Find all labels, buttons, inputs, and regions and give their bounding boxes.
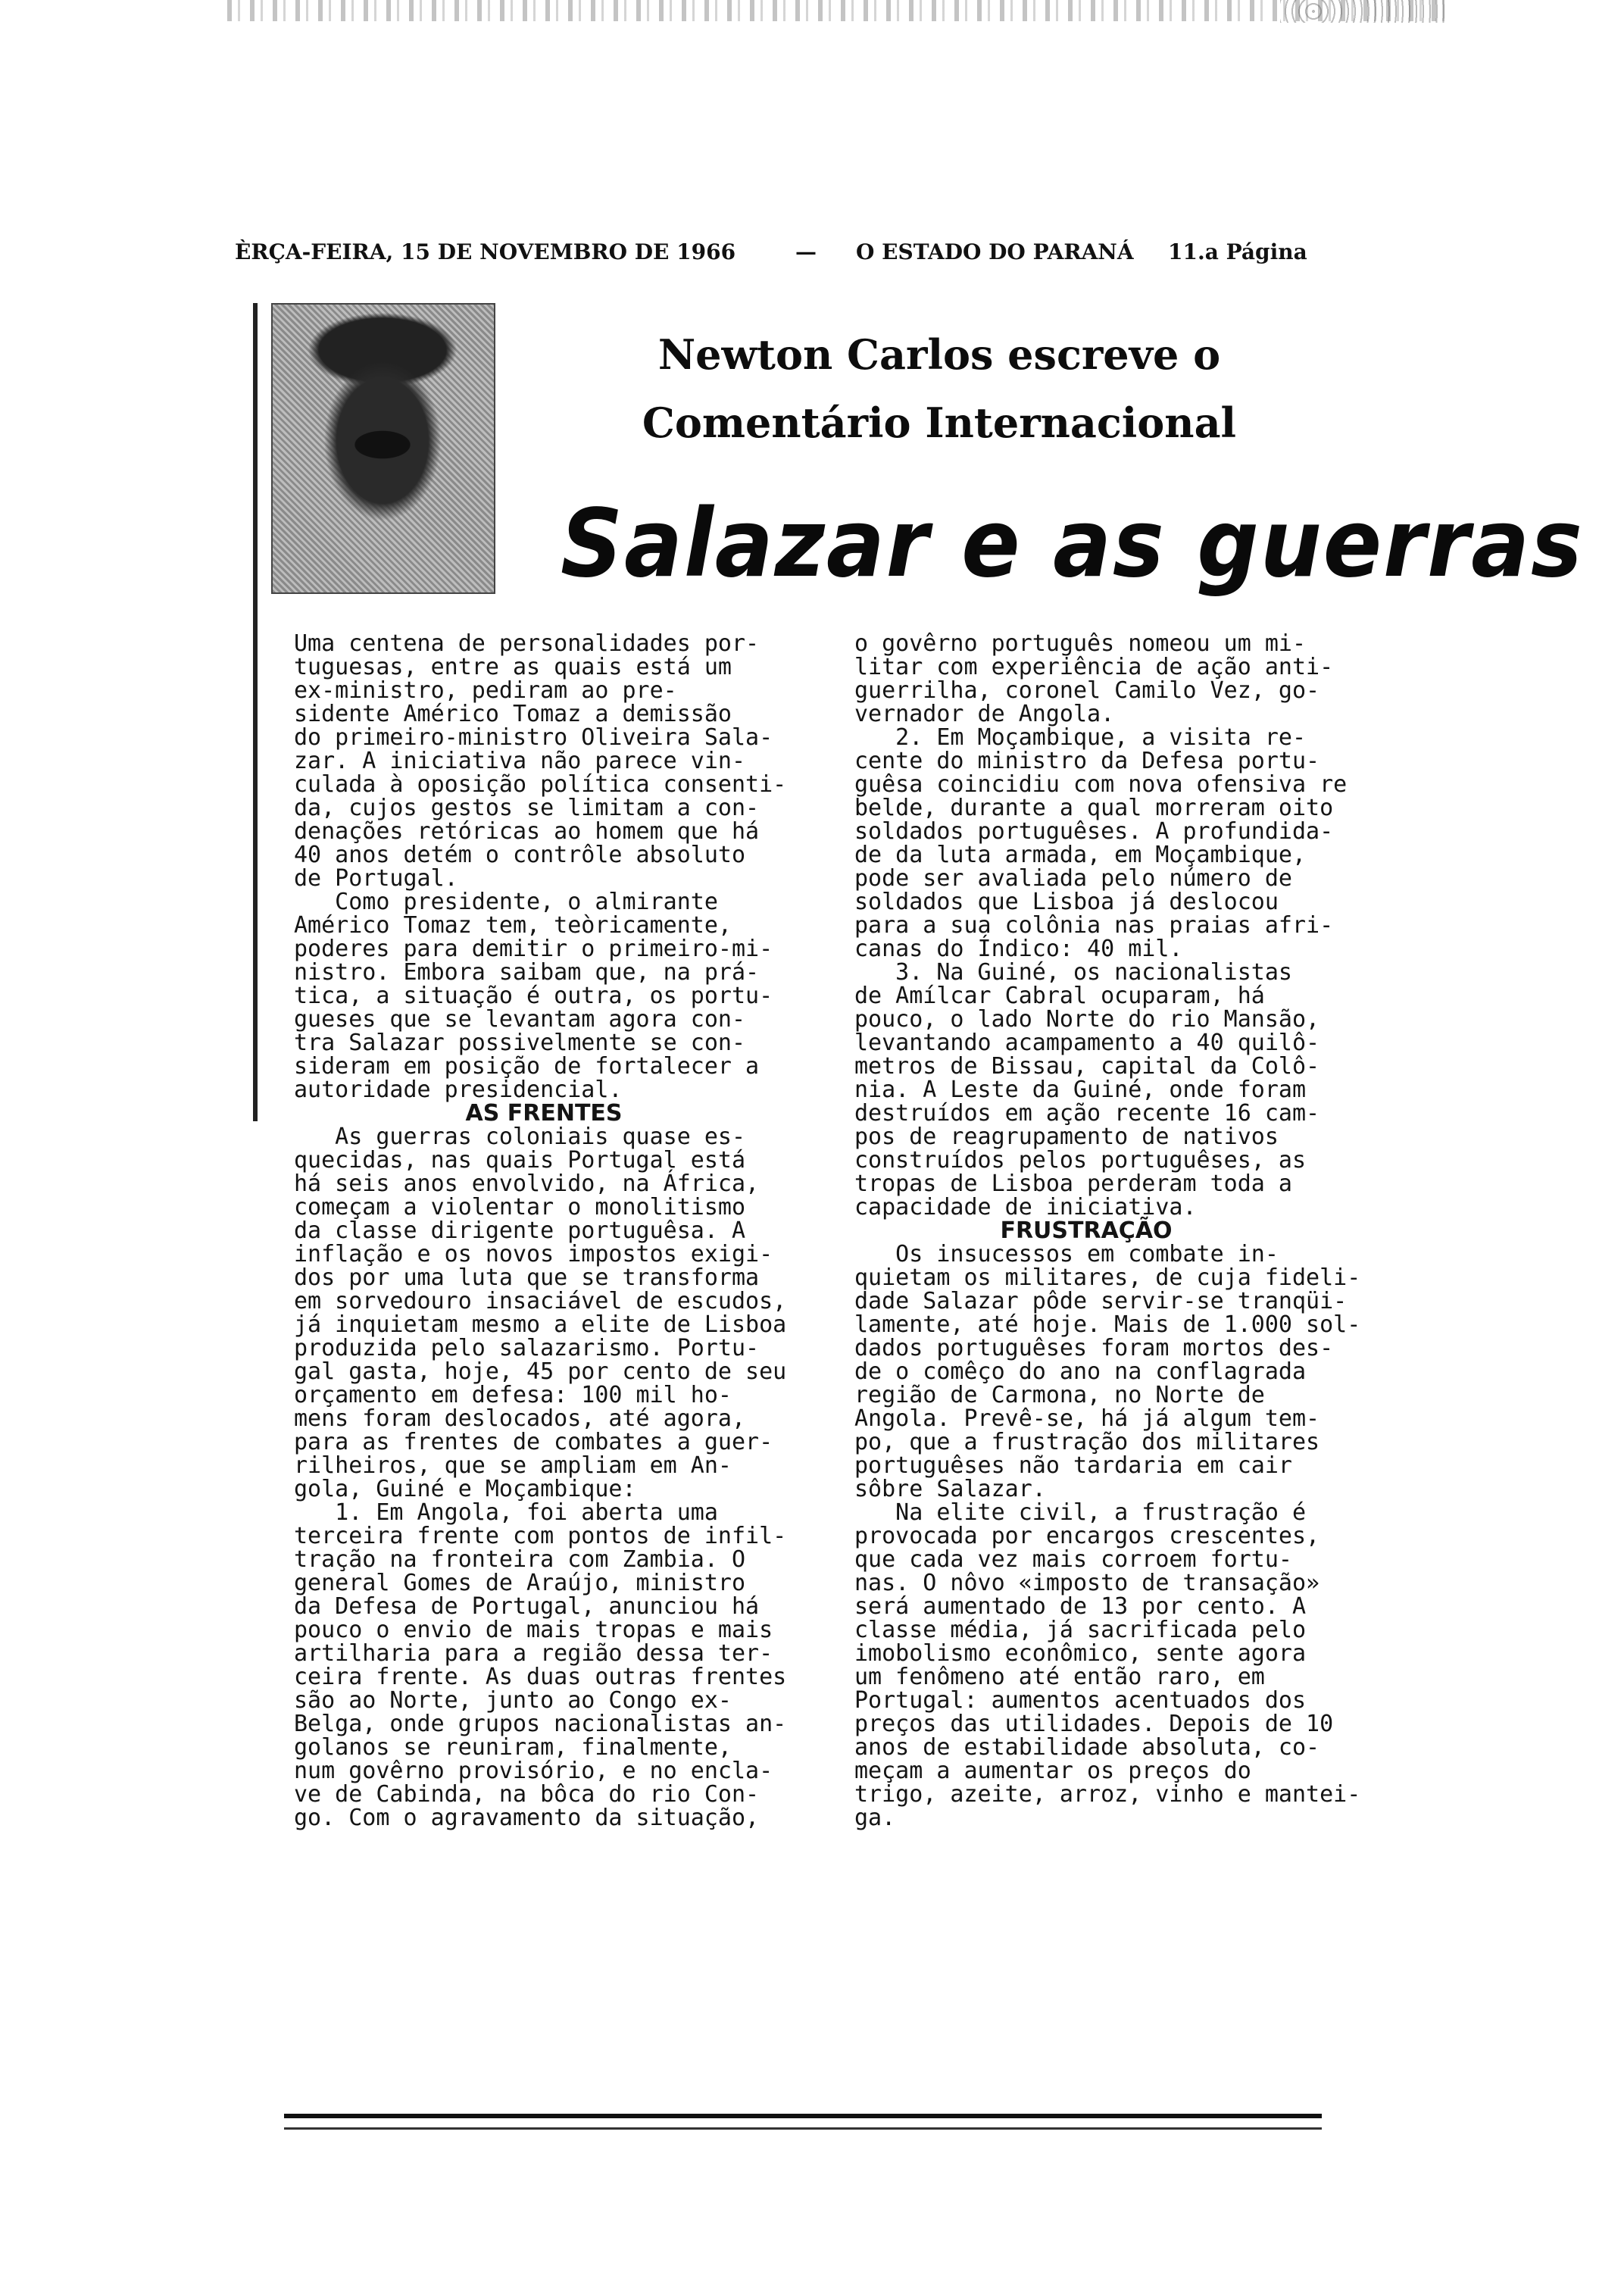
- column-header-line1: Newton Carlos escreve o: [657, 330, 1221, 379]
- masthead-date: ÈRÇA-FEIRA, 15 DE NOVEMBRO DE 1966: [235, 239, 736, 264]
- text-line: pos de reagrupamento de nativos: [854, 1124, 1279, 1150]
- text-line: Na elite civil, a frustração é: [854, 1499, 1307, 1526]
- text-line: produzida pelo salazarismo. Portu-: [294, 1335, 760, 1361]
- text-line: Como presidente, o almirante: [294, 889, 718, 915]
- text-line: há seis anos envolvido, na África,: [294, 1171, 760, 1197]
- text-line: de o comêço do ano na conflagrada: [854, 1358, 1307, 1385]
- text-line: tica, a situação é outra, os portu-: [294, 983, 773, 1009]
- text-line: culada à oposição política consenti-: [294, 771, 787, 798]
- text-line: um fenômeno até então raro, em: [854, 1664, 1265, 1690]
- text-line: nas. O nôvo «imposto de transação»: [854, 1570, 1320, 1596]
- text-line: 1. Em Angola, foi aberta uma: [294, 1499, 718, 1526]
- text-line: terceira frente com pontos de infil-: [294, 1523, 787, 1549]
- text-line: Portugal: aumentos acentuados dos: [854, 1687, 1307, 1714]
- masthead: [235, 239, 1326, 270]
- text-line: do primeiro-ministro Oliveira Sala-: [294, 724, 773, 751]
- text-line: poderes para demitir o primeiro-mi-: [294, 936, 773, 962]
- text-line: da classe dirigente portuguêsa. A: [294, 1217, 746, 1244]
- text-line: que cada vez mais corroem fortu-: [854, 1546, 1292, 1573]
- text-line: tra Salazar possivelmente se con-: [294, 1030, 746, 1056]
- scan-specks: [1280, 0, 1447, 23]
- right-text-column: [854, 630, 1361, 1831]
- text-line: da Defesa de Portugal, anunciou há: [294, 1593, 760, 1620]
- text-line: pode ser avaliada pelo número de: [854, 865, 1292, 892]
- text-line: será aumentado de 13 por cento. A: [854, 1593, 1307, 1620]
- text-line: nia. A Leste da Guiné, onde foram: [854, 1077, 1307, 1103]
- text-line: capacidade de iniciativa.: [854, 1194, 1197, 1221]
- text-line: tropas de Lisboa perderam toda a: [854, 1171, 1292, 1197]
- text-line: começam a violentar o monolitismo: [294, 1194, 746, 1221]
- text-line: região de Carmona, no Norte de: [854, 1382, 1265, 1408]
- text-line: da, cujos gestos se limitam a con-: [294, 795, 760, 821]
- text-line: general Gomes de Araújo, ministro: [294, 1570, 746, 1596]
- text-line: destruídos em ação recente 16 cam-: [854, 1100, 1320, 1127]
- text-line: trigo, azeite, arroz, vinho e mantei-: [854, 1781, 1361, 1808]
- text-line: tração na fronteira com Zambia. O: [294, 1546, 746, 1573]
- text-line: 2. Em Moçambique, a visita re-: [854, 724, 1307, 751]
- text-line: anos de estabilidade absoluta, co-: [854, 1734, 1320, 1761]
- text-line: rilheiros, que se ampliam em An-: [294, 1452, 732, 1479]
- text-line: golanos se reuniram, finalmente,: [294, 1734, 732, 1761]
- text-line: ex-ministro, pediram ao pre-: [294, 677, 677, 704]
- text-line: pouco o envio de mais tropas e mais: [294, 1617, 773, 1643]
- column-header-line2: Comentário Internacional: [642, 399, 1237, 447]
- text-line: lamente, até hoje. Mais de 1.000 sol-: [854, 1311, 1361, 1338]
- text-line: em sorvedouro insaciável de escudos,: [294, 1288, 787, 1314]
- text-line: para as frentes de combates a guer-: [294, 1429, 773, 1455]
- text-line: dos por uma luta que se transforma: [294, 1264, 760, 1291]
- text-line: já inquietam mesmo a elite de Lisboa: [294, 1311, 787, 1338]
- text-line: Os insucessos em combate in-: [854, 1241, 1279, 1267]
- text-line: zar. A iniciativa não parece vin-: [294, 748, 746, 774]
- text-line: go. Com o agravamento da situação,: [294, 1805, 760, 1831]
- text-line: classe média, já sacrificada pelo: [854, 1617, 1307, 1643]
- text-line: num govêrno provisório, e no encla-: [294, 1758, 773, 1784]
- text-line: Américo Tomaz tem, teòricamente,: [294, 912, 732, 939]
- text-line: preços das utilidades. Depois de 10: [854, 1711, 1334, 1737]
- text-line: ceira frente. As duas outras frentes: [294, 1664, 787, 1690]
- text-line: quietam os militares, de cuja fideli-: [854, 1264, 1361, 1291]
- text-line: orçamento em defesa: 100 mil ho-: [294, 1382, 732, 1408]
- text-line: As guerras coloniais quase es-: [294, 1124, 746, 1150]
- text-line: são ao Norte, junto ao Congo ex-: [294, 1687, 732, 1714]
- text-line: artilharia para a região dessa ter-: [294, 1640, 773, 1667]
- text-line: de Amílcar Cabral ocuparam, há: [854, 983, 1265, 1009]
- text-line: vernador de Angola.: [854, 701, 1115, 727]
- section-heading: FRUSTRAÇÃO: [1000, 1217, 1173, 1244]
- text-line: quecidas, nas quais Portugal está: [294, 1147, 746, 1174]
- text-line: guêsa coincidiu com nova ofensiva re: [854, 771, 1348, 798]
- scan-noise-top: [227, 0, 1454, 21]
- text-line: cente do ministro da Defesa portu-: [854, 748, 1320, 774]
- text-line: Belga, onde grupos nacionalistas an-: [294, 1711, 787, 1737]
- text-line: soldados portuguêses. A profundida-: [854, 818, 1334, 845]
- text-line: gueses que se levantam agora con-: [294, 1006, 746, 1033]
- text-line: soldados que Lisboa já deslocou: [854, 889, 1279, 915]
- text-line: inflação e os novos impostos exigi-: [294, 1241, 773, 1267]
- bottom-rule: [284, 2114, 1322, 2118]
- masthead-paper: O ESTADO DO PARANÁ: [856, 239, 1134, 264]
- text-line: belde, durante a qual morreram oito: [854, 795, 1334, 821]
- text-line: mens foram deslocados, até agora,: [294, 1405, 746, 1432]
- text-line: imobolismo econômico, sente agora: [854, 1640, 1307, 1667]
- text-line: litar com experiência de ação anti-: [854, 654, 1334, 680]
- text-line: Angola. Prevê-se, há já algum tem-: [854, 1405, 1320, 1432]
- text-line: de Portugal.: [294, 865, 458, 892]
- text-line: construídos pelos portuguêses, as: [854, 1147, 1307, 1174]
- article-title: Salazar e as guerras: [561, 489, 1584, 599]
- text-line: gola, Guiné e Moçambique:: [294, 1476, 636, 1502]
- text-line: de da luta armada, em Moçambique,: [854, 842, 1307, 868]
- text-line: dade Salazar pôde servir-se tranqüi-: [854, 1288, 1348, 1314]
- text-line: denações retóricas ao homem que há: [294, 818, 760, 845]
- text-line: pouco, o lado Norte do rio Mansão,: [854, 1006, 1320, 1033]
- text-line: para a sua colônia nas praias afri-: [854, 912, 1334, 939]
- text-line: sôbre Salazar.: [854, 1476, 1046, 1502]
- section-heading: AS FRENTES: [465, 1100, 623, 1127]
- text-line: metros de Bissau, capital da Colô-: [854, 1053, 1320, 1080]
- text-line: sideram em posição de fortalecer a: [294, 1053, 760, 1080]
- bottom-rule-thin: [284, 2127, 1322, 2130]
- text-line: po, que a frustração dos militares: [854, 1429, 1320, 1455]
- text-line: provocada por encargos crescentes,: [854, 1523, 1320, 1549]
- text-line: portuguêses não tardaria em cair: [854, 1452, 1292, 1479]
- masthead-dash: —: [795, 239, 817, 264]
- text-line: nistro. Embora saibam que, na prá-: [294, 959, 760, 986]
- text-line: 40 anos detém o contrôle absoluto: [294, 842, 746, 868]
- text-line: dados portuguêses foram mortos des-: [854, 1335, 1334, 1361]
- text-line: o govêrno português nomeou um mi-: [854, 630, 1307, 657]
- masthead-page: 11.a Página: [1168, 239, 1307, 264]
- text-line: ga.: [854, 1805, 896, 1831]
- text-line: 3. Na Guiné, os nacionalistas: [854, 959, 1292, 986]
- left-border-rule: [253, 303, 258, 1121]
- text-line: ve de Cabinda, na bôca do rio Con-: [294, 1781, 760, 1808]
- text-line: autoridade presidencial.: [294, 1077, 623, 1103]
- text-line: tuguesas, entre as quais está um: [294, 654, 732, 680]
- text-line: gal gasta, hoje, 45 por cento de seu: [294, 1358, 787, 1385]
- text-line: Uma centena de personalidades por-: [294, 630, 760, 657]
- text-line: meçam a aumentar os preços do: [854, 1758, 1251, 1784]
- text-line: canas do Índico: 40 mil.: [854, 936, 1183, 962]
- author-photo: [271, 303, 495, 594]
- text-line: sidente Américo Tomaz a demissão: [294, 701, 732, 727]
- text-line: levantando acampamento a 40 quilô-: [854, 1030, 1320, 1056]
- text-line: guerrilha, coronel Camilo Vez, go-: [854, 677, 1320, 704]
- left-text-column: [294, 632, 794, 1830]
